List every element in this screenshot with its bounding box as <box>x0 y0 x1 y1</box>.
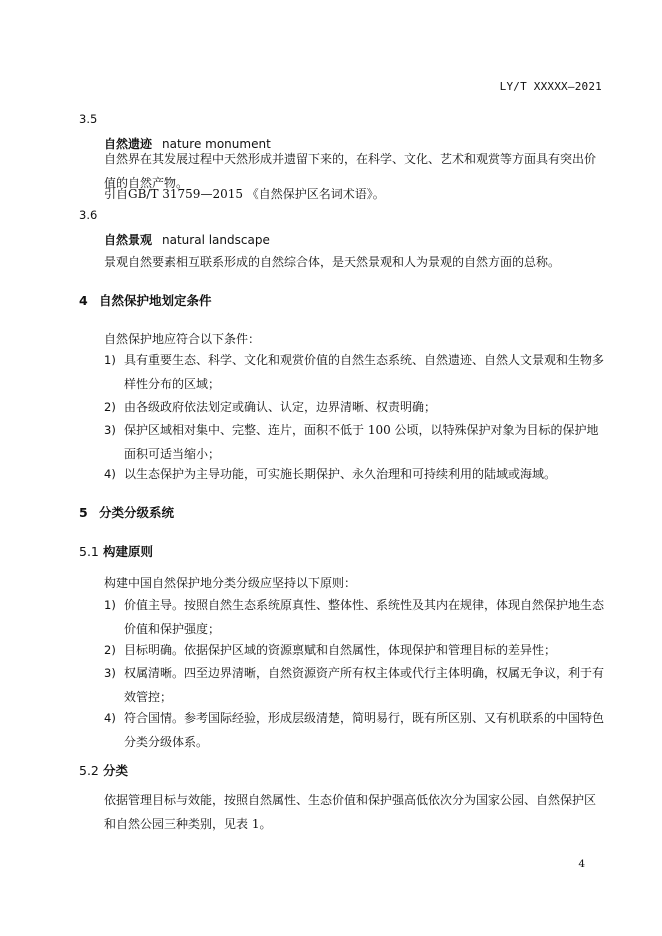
list-item-text: 权属清晰。四至边界清晰，自然资源资产所有权主体或代行主体明确，权属无争议，利于有效管控； <box>124 666 605 704</box>
list-marker: 1) <box>104 598 116 612</box>
list-marker: 3) <box>104 423 116 437</box>
section-5-2-text: 依据管理目标与效能，按照自然属性、生态价值和保护强高低依次分为国家公园、自然保护区和自然公园三种类别，见表 1。 <box>104 793 597 831</box>
list-marker: 4) <box>104 711 116 725</box>
list-marker: 2) <box>104 400 116 414</box>
section-heading-5-2 <box>79 761 128 779</box>
term-zh: 自然遗迹 <box>104 137 153 151</box>
clause-number-3-6: 3.6 <box>79 208 98 222</box>
list-marker: 1) <box>104 353 116 367</box>
list-marker: 2) <box>104 643 116 657</box>
list-marker: 3) <box>104 666 116 680</box>
section-title: 分类 <box>103 763 129 778</box>
list-item <box>104 706 604 754</box>
term-en: natural landscape <box>162 233 270 247</box>
term-en: nature monument <box>162 137 271 151</box>
list-item-text: 由各级政府依法划定或确认、认定，边界清晰、权责明确； <box>124 400 437 414</box>
definition-natural-landscape: 景观自然要素相互联系形成的自然综合体，是天然景观和人为景观的自然方面的总称。 <box>104 255 561 269</box>
list-item-text: 符合国情。参考国际经验，形成层级清楚，简明易行，既有所区别、又有机联系的中国特色分类分级体系。 <box>124 711 605 749</box>
list-item <box>104 395 604 419</box>
section-number: 5.1 <box>79 544 99 559</box>
list-item-text: 保护区域相对集中、完整、连片，面积不低于 100 公顷，以特殊保护对象为目标的保护地面积可适当缩小； <box>124 423 599 461</box>
clause-number-3-5: 3.5 <box>79 112 98 126</box>
section-title: 自然保护地划定条件 <box>99 293 212 308</box>
page-number: 4 <box>578 858 585 870</box>
list-item <box>104 462 604 486</box>
source-citation: 引自GB/T 31759—2015 《自然保护区名词术语》。 <box>104 187 385 201</box>
section-number: 5.2 <box>79 763 99 778</box>
list-item-text: 以生态保护为主导功能，可实施长期保护、永久治理和可持续利用的陆域或海域。 <box>124 467 557 481</box>
section-heading-5-1 <box>79 542 153 560</box>
list-item <box>104 661 604 709</box>
document-id-header: LY/T XXXXX—2021 <box>499 80 602 93</box>
section-heading-5 <box>79 503 174 521</box>
section-4-intro: 自然保护地应符合以下条件： <box>104 332 261 346</box>
list-item <box>104 593 604 641</box>
list-item <box>104 418 604 466</box>
list-item-text: 价值主导。按照自然生态系统原真性、整体性、系统性及其内在规律，体现自然保护地生态价值和保护强度； <box>124 598 605 636</box>
section-heading-4 <box>79 291 212 309</box>
section-number: 5 <box>79 505 88 520</box>
list-item-text: 具有重要生态、科学、文化和观赏价值的自然生态系统、自然遗迹、自然人文景观和生物多样性分布的区域； <box>124 353 605 391</box>
section-number: 4 <box>79 293 88 308</box>
term-natural-landscape <box>104 231 270 248</box>
section-title: 分类分级系统 <box>99 505 175 520</box>
section-5-1-intro: 构建中国自然保护地分类分级应坚持以下原则： <box>104 576 357 590</box>
section-title: 构建原则 <box>103 544 154 559</box>
term-zh: 自然景观 <box>104 233 153 247</box>
list-marker: 4) <box>104 467 116 481</box>
list-item-text: 目标明确。依据保护区域的资源禀赋和自然属性，体现保护和管理目标的差异性； <box>124 643 557 657</box>
definition-nature-monument: 自然界在其发展过程中天然形成并遗留下来的，在科学、文化、艺术和观赏等方面具有突出价值的自然产物。 <box>104 152 597 190</box>
list-item <box>104 638 604 662</box>
list-item <box>104 348 604 396</box>
